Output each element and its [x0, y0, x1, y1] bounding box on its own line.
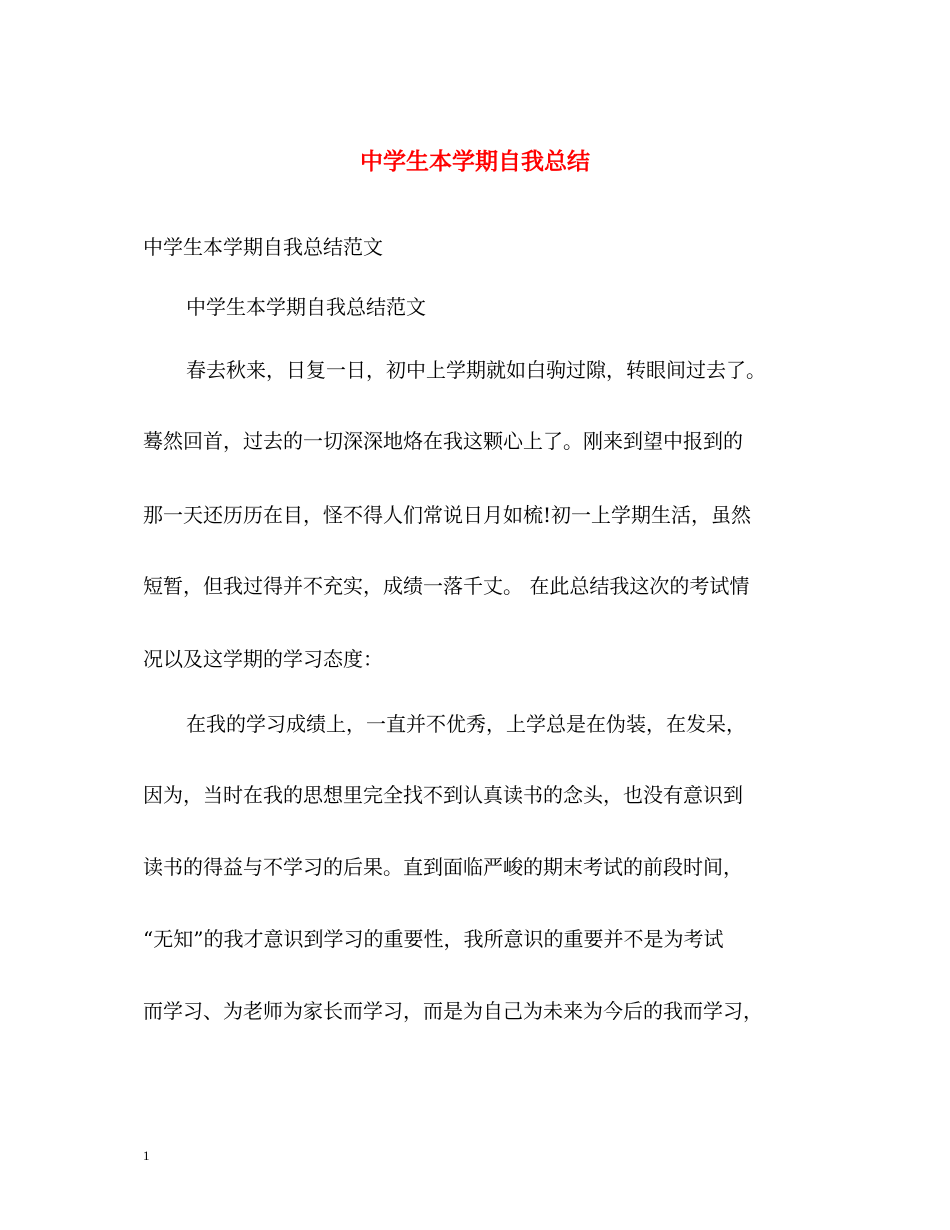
- paragraph-line: 而学习、为老师为家长而学习，而是为自己为未来为今后的我而学习，: [143, 999, 763, 1023]
- paragraph-line: “无知”的我才意识到学习的重要性，我所意识的重要并不是为考试: [143, 927, 724, 951]
- paragraph-line: 蓦然回首，过去的一切深深地烙在我这颗心上了。刚来到望中报到的: [143, 429, 743, 453]
- paragraph-line: 那一天还历历在目，怪不得人们常说日月如梳!初一上学期生活，虽然: [143, 503, 752, 527]
- document-title: 中学生本学期自我总结: [360, 148, 590, 175]
- subtitle-line: 中学生本学期自我总结范文: [143, 235, 383, 259]
- paragraph-line: 况以及这学期的学习态度：: [143, 647, 383, 671]
- paragraph-line: 因为，当时在我的思想里完全找不到认真读书的念头，也没有意识到: [143, 783, 743, 807]
- paragraph-line: 读书的得益与不学习的后果。直到面临严峻的期末考试的前段时间，: [143, 855, 743, 879]
- subtitle-repeat-line: 中学生本学期自我总结范文: [186, 295, 426, 319]
- page-number: 1: [143, 1148, 150, 1163]
- paragraph-line: 春去秋来，日复一日，初中上学期就如白驹过隙，转眼间过去了。: [186, 358, 766, 382]
- paragraph-line: 在我的学习成绩上，一直并不优秀，上学总是在伪装，在发呆，: [186, 712, 746, 736]
- paragraph-line: 短暂，但我过得并不充实，成绩一落千丈。 在此总结我这次的考试情: [143, 574, 750, 598]
